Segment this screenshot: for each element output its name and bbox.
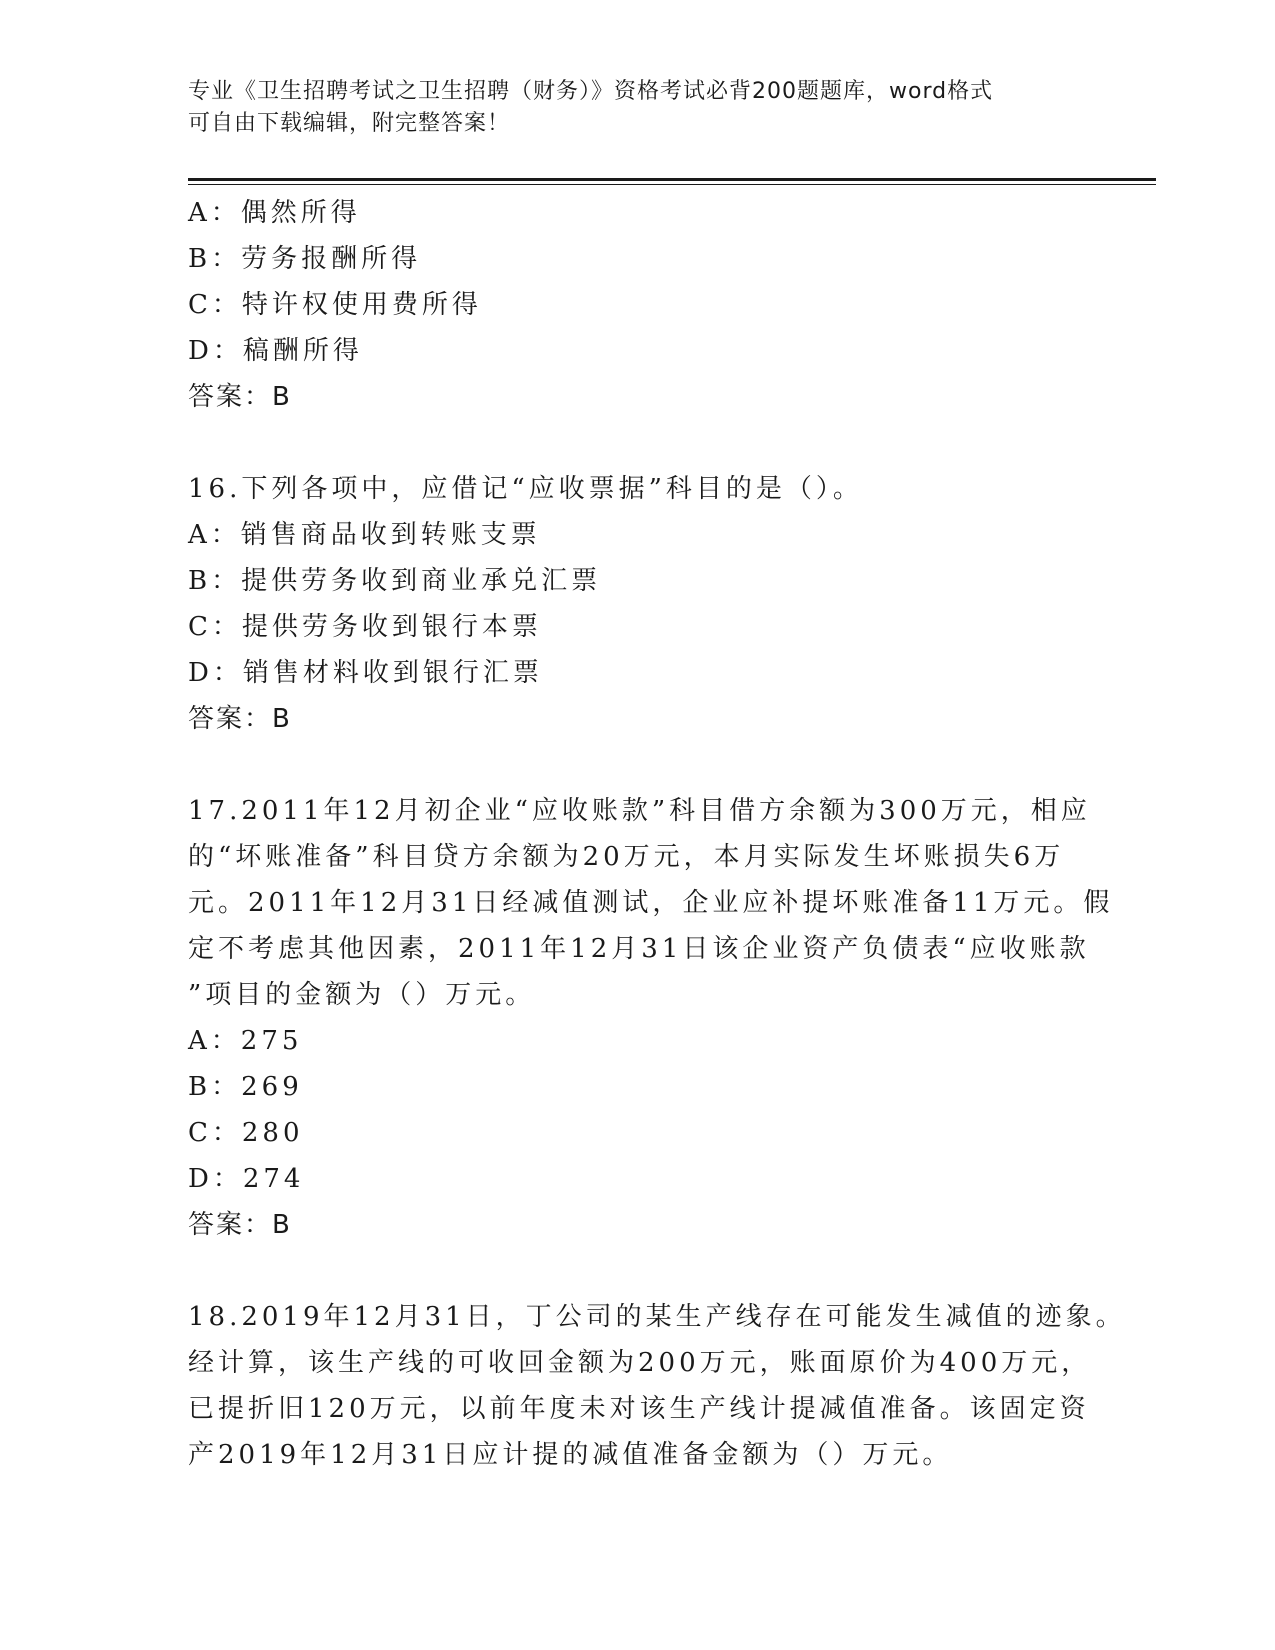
question-17 [188, 788, 1114, 1248]
question-18 [188, 1294, 1126, 1478]
option-a: A：偶然所得 [188, 198, 361, 228]
question-16 [188, 466, 1088, 742]
question-list [188, 190, 1126, 1478]
option-c: C：280 [188, 1118, 304, 1148]
option-b: B：劳务报酬所得 [188, 244, 422, 274]
question-text-line: 产2019年12月31日应计提的减值准备金额为（）万元。 [188, 1440, 953, 1470]
answer: 答案：B [188, 382, 292, 412]
option-d: D：销售材料收到银行汇票 [188, 658, 543, 688]
header-line-1: 专业《卫生招聘考试之卫生招聘（财务）》资格考试必背200题题库，word格式 [188, 79, 994, 104]
question-text [188, 788, 1114, 1018]
question-text-line: 已提折旧120万元，以前年度未对该生产线计提减值准备。该固定资 [188, 1394, 1090, 1424]
option-b: B：269 [188, 1072, 303, 1102]
question-text-line: ”项目的金额为（）万元。 [188, 980, 536, 1010]
question-text-line: 经计算，该生产线的可收回金额为200万元，账面原价为400万元， [188, 1348, 1092, 1378]
question-text-line: 16.下列各项中，应借记“应收票据”科目的是（）。 [188, 474, 863, 504]
answer: 答案：B [188, 704, 292, 734]
option-a: A：销售商品收到转账支票 [188, 520, 541, 550]
question-text-line: 定不考虑其他因素，2011年12月31日该企业资产负债表“应收账款 [188, 934, 1090, 964]
question-text-line: 18.2019年12月31日，丁公司的某生产线存在可能发生减值的迹象。 [188, 1302, 1126, 1332]
question-text [188, 1294, 1126, 1478]
document-header [188, 76, 1068, 140]
question-text-line: 17.2011年12月初企业“应收账款”科目借方余额为300万元，相应 [188, 796, 1091, 826]
question-text-line: 的“坏账准备”科目贷方余额为20万元，本月实际发生坏账损失6万 [188, 842, 1065, 872]
option-d: D：稿酬所得 [188, 336, 363, 366]
option-d: D：274 [188, 1164, 305, 1194]
option-a: A：275 [188, 1026, 303, 1056]
option-b: B：提供劳务收到商业承兑汇票 [188, 566, 602, 596]
header-rule-thin [188, 184, 1156, 185]
option-c: C：特许权使用费所得 [188, 290, 482, 320]
question-text [188, 466, 1088, 512]
answer: 答案：B [188, 1210, 292, 1240]
header-line-2: 可自由下载编辑，附完整答案！ [188, 111, 511, 136]
question-15 [188, 190, 1088, 420]
header-rule [188, 178, 1156, 181]
option-c: C：提供劳务收到银行本票 [188, 612, 542, 642]
question-text-line: 元。2011年12月31日经减值测试，企业应补提坏账准备11万元。假 [188, 888, 1114, 918]
